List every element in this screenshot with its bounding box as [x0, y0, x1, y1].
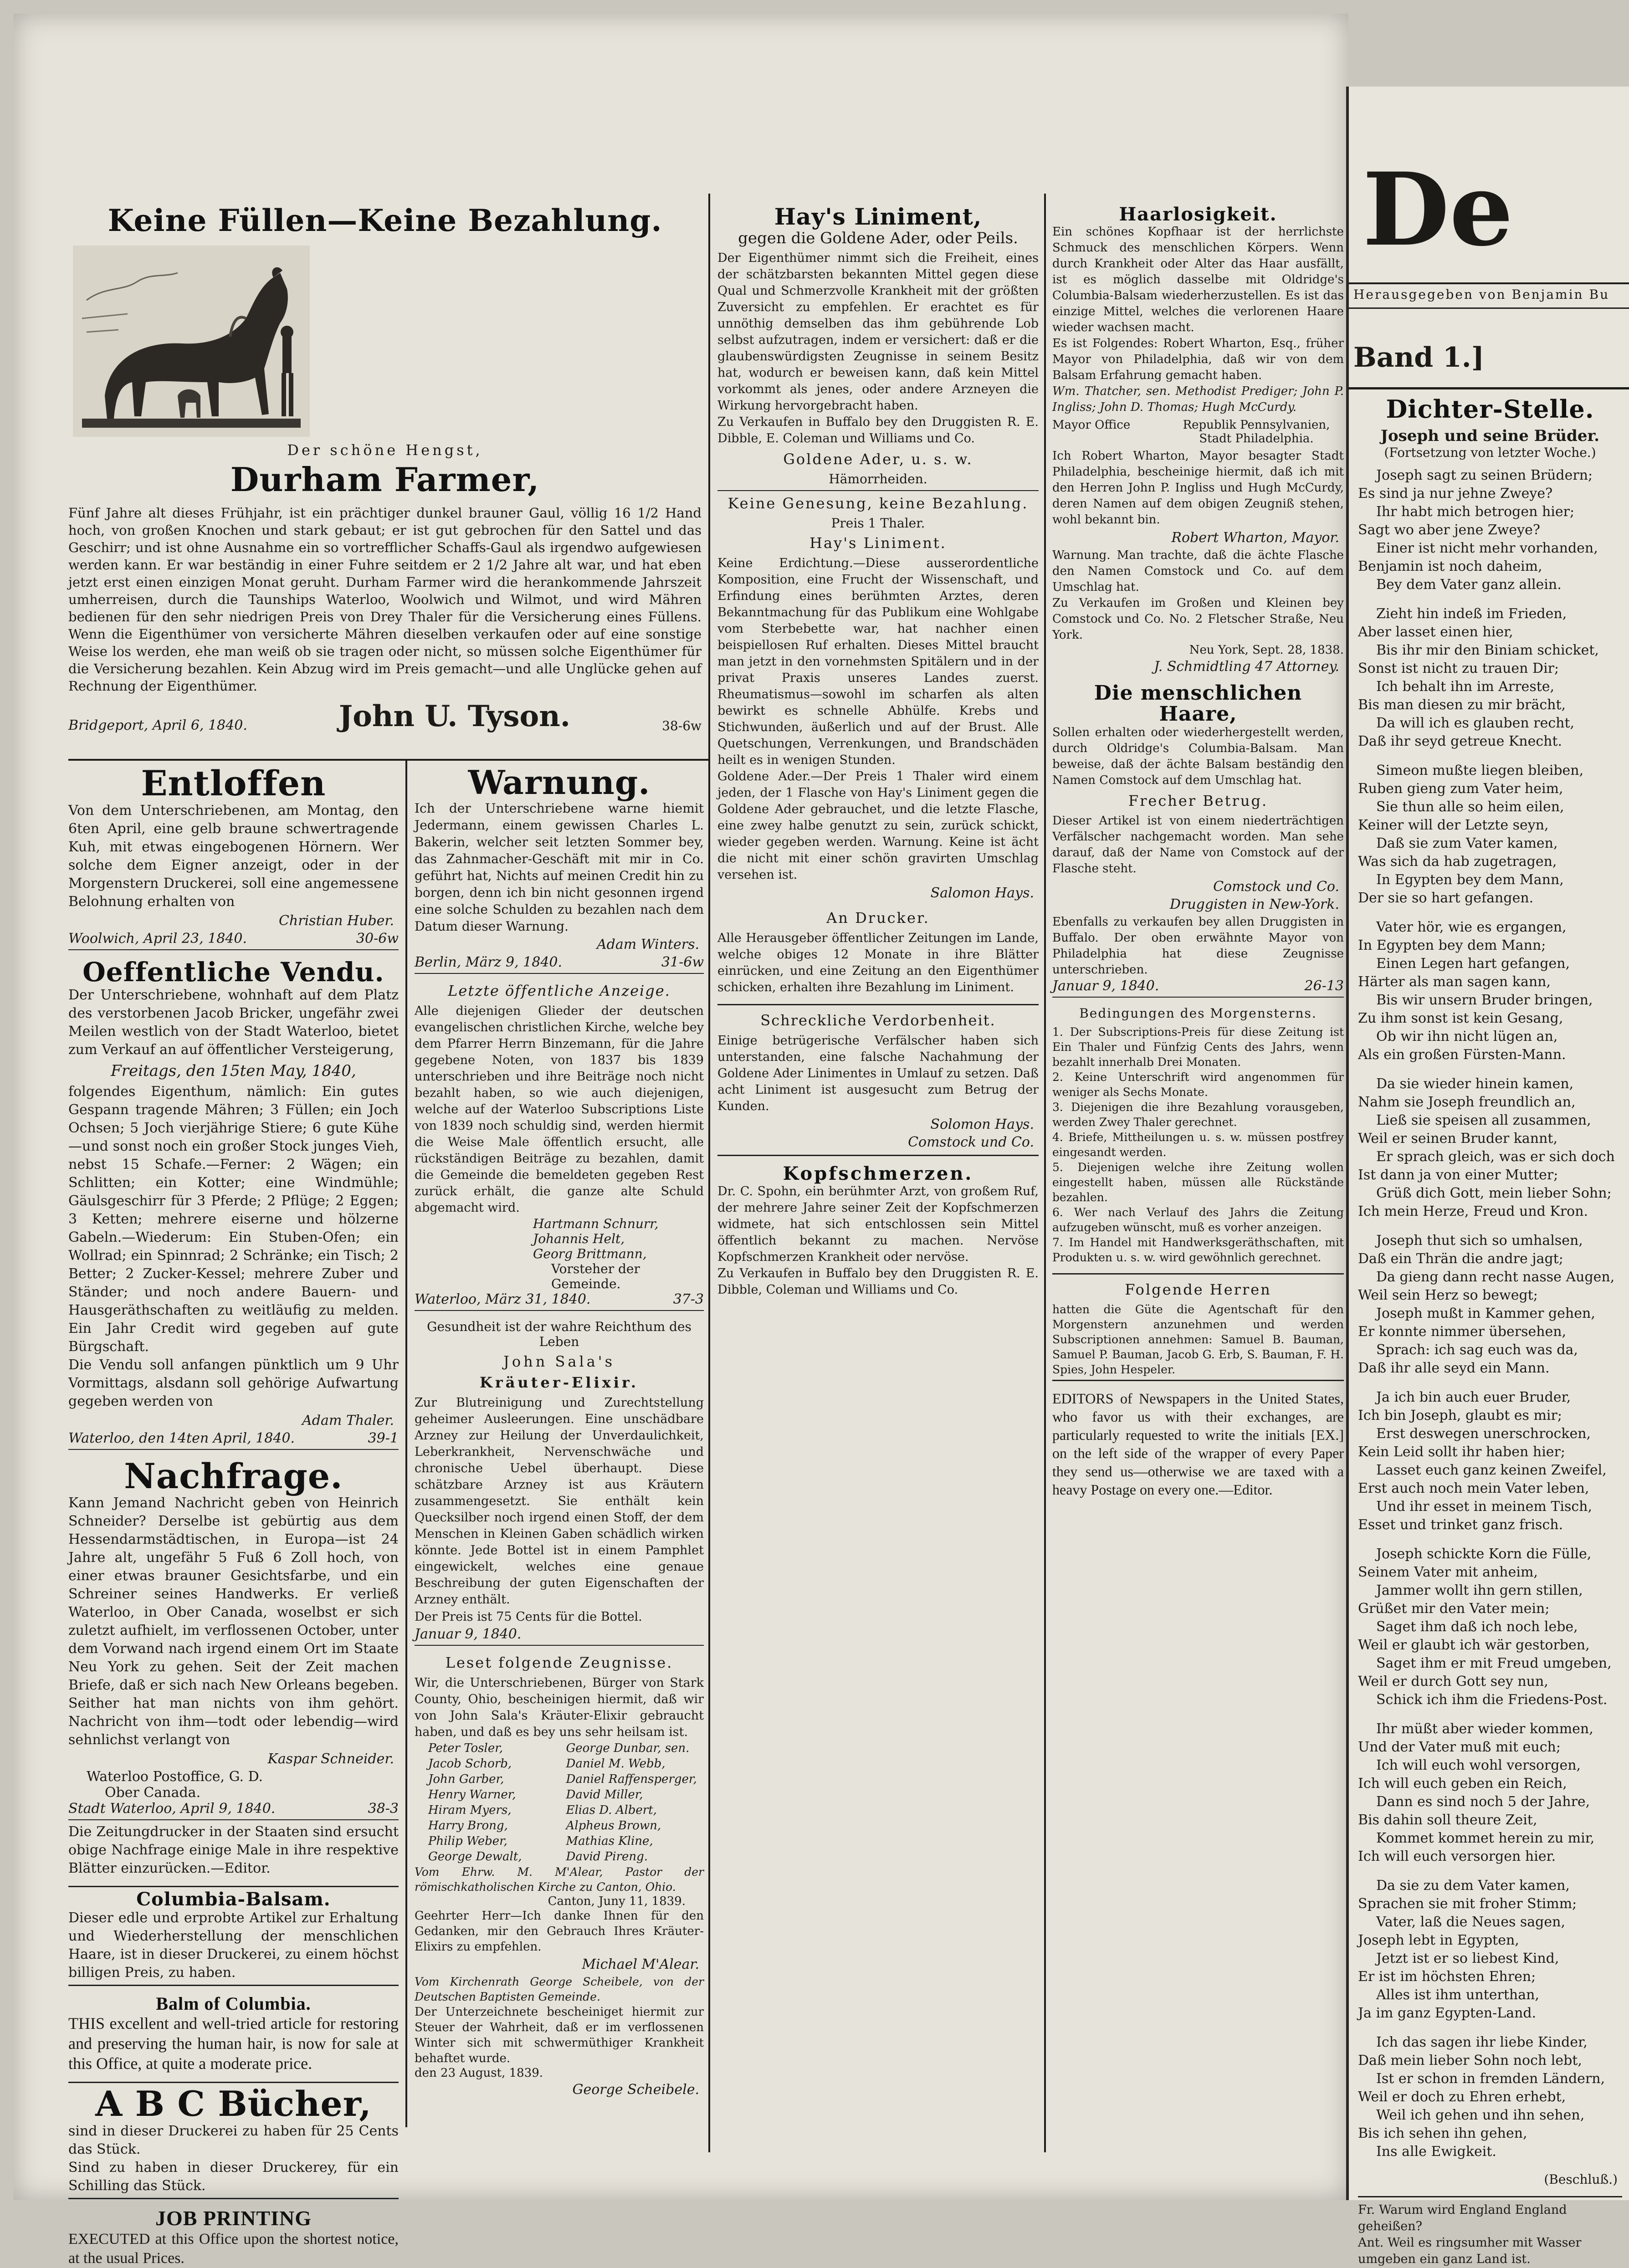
poem-line: Bis man diesen zu mir brächt, — [1358, 696, 1566, 713]
poem-line: Sie thun alle so heim eilen, — [1376, 799, 1564, 815]
vendu-ad — [68, 958, 399, 1450]
haare-title: Die menschlichen Haare, — [1094, 681, 1302, 726]
drucker-body: Alle Herausgeber öffentlicher Zeitungen im Lande, welche obiges 12 Monate in ihre Blätter einrücken, und eine Zeitung an den Eigenthümer schicken, erhalten ihre Bezahlung im Liniment. — [717, 931, 1039, 994]
poem-line: Alles ist ihm unterthan, — [1376, 1986, 1539, 2003]
zeugnisse-ad — [415, 1654, 704, 2098]
balm-body: THIS excellent and well-tried article for restoring and preserving the human hair, is now for sale at this Office, at quite a moderate price. — [68, 2014, 399, 2073]
editors-notice — [1052, 1389, 1344, 1499]
poem-line: Sagt wo aber jene Zweye? — [1358, 522, 1540, 538]
poem-line: Einer ist nicht mehr vorhanden, — [1376, 540, 1598, 556]
haarlos-warnung: Warnung. Man trachte, daß die ächte Flasche den Namen Comstock und Co. auf dem Umschlag hat. — [1052, 548, 1344, 594]
poem-line: In Egypten bey dem Mann, — [1376, 871, 1564, 888]
poem-line: Seinem Vater mit anheim, — [1358, 1564, 1538, 1580]
betrug-title: Frecher Betrug. — [1128, 792, 1268, 810]
haarlos-body: Ein schönes Kopfhaar ist der herrlichste Schmuck des menschlichen Körpers. Wenn durch Krankheit oder Alter das Haar ausfällt, ist es möglich dasselbe mit Oldridge's Columbia-Balsam wiederherzustellen. Es ist das einzige Mittel, welches die verlorenen Haare wieder wachsen macht. — [1052, 225, 1344, 334]
poem-line: Jammer wollt ihn gern stillen, — [1376, 1582, 1583, 1598]
footnote-q: Fr. Warum wird England England geheißen? — [1358, 2202, 1567, 2233]
poem-line: Sprachen sie mit froher Stimm; — [1358, 1895, 1577, 1912]
poem-line: Es sind ja nur jehne Zweye? — [1358, 485, 1553, 502]
poem-line: Der sie so hart gefangen. — [1358, 890, 1534, 906]
warnung-ref: 31-6w — [661, 954, 704, 970]
horse-ad-dateline: Bridgeport, April 6, 1840. — [68, 717, 247, 733]
anzeige-title: Letzte öffentliche Anzeige. — [448, 982, 671, 999]
hays-ad — [717, 205, 1039, 901]
poem-line: Vater, laß die Neues sagen, — [1376, 1914, 1565, 1930]
warnung-ad — [415, 765, 704, 974]
poem-line: Einen Legen hart gefangen, — [1376, 955, 1570, 972]
vendu-title: Oeffentliche Vendu. — [82, 956, 384, 988]
entloffen-ref: 30-6w — [356, 930, 399, 947]
sala-ad — [415, 1319, 704, 1646]
publisher-line: Herausgegeben von Benjamin Bu — [1353, 287, 1610, 302]
haare-body: Sollen erhalten oder wiederhergestellt werden, durch Oldridge's Columbia-Balsam. Man beweise, daß der ächte Balsam beständig den Namen Comstock auf dem Umschlag hat. — [1052, 726, 1344, 788]
witness-name: Henry Warner, — [428, 1787, 516, 1802]
pastor-body: Geehrter Herr—Ich danke Ihnen für den Gedanken, mir den Gebrauch Ihres Kräuter-Elixirs zu empfehlen. — [415, 1909, 704, 1954]
poem-line: Da sie zu dem Vater kamen, — [1376, 1877, 1570, 1894]
poem-line: Saget ihm er mit Freud umgeben, — [1376, 1655, 1612, 1671]
hays-agent: Zu Verkaufen in Buffalo bey den Druggisten R. E. Dibble, E. Coleman und Williams und Co. — [717, 415, 1039, 445]
witness-name: Mathias Kline, — [566, 1834, 653, 1848]
bedingung-item: 4. Briefe, Mittheilungen u. s. w. müssen postfrey eingesandt werden. — [1052, 1131, 1344, 1159]
kopf-title: Kopfschmerzen. — [783, 1162, 973, 1184]
zeugnisse-title: Leset folgende Zeugnisse. — [445, 1654, 673, 1671]
horse-ad-headline: Keine Füllen—Keine Bezahlung. — [108, 203, 662, 238]
pastor-date: Canton, Juny 11, 1839. — [548, 1894, 686, 1908]
poem-line: Daß ihr alle seyd ein Mann. — [1358, 1360, 1550, 1376]
poem-line: Joseph thut sich so umhalsen, — [1376, 1232, 1583, 1249]
zeugnisse-body: Wir, die Unterschriebenen, Bürger von Stark County, Ohio, bescheinigen hiermit, daß wir von John Sala's Kräuter-Elixir gebraucht haben, und daß es bey uns sehr heilsam ist. — [415, 1675, 704, 1739]
kopf-body: Dr. C. Spohn, ein berühmter Arzt, von großem Ruf, der mehrere Jahre seiner Zeit der Kopfschmerzen widmete, hat sich entschlossen sein Mittel öffentlich bekannt zu machen. Nervöse Kopfschmerzen Krankheit oder nervöse. — [717, 1184, 1039, 1264]
poem-stanza — [1358, 1720, 1622, 1866]
bedingung-item: 5. Diejenigen welche ihre Zeitung wollen eingestellt haben, müssen alle Rückstände bezahlen. — [1052, 1161, 1344, 1204]
pastor-head: Vom Ehrw. M. M'Alear, Pastor der römischkatholischen Kirche zu Canton, Ohio. — [415, 1865, 704, 1894]
poem-column — [1358, 394, 1622, 2266]
hays-title: Hay's Liniment, — [774, 203, 982, 230]
section-rule — [1358, 2196, 1622, 2197]
hays-body: Der Eigenthümer nimmt sich die Freiheit, eines der schätzbarsten bekannten Mittel gegen diese Qual und Schmerzvolle Krankheit mit der größten Zuversicht zu empfehlen. Er erachtet es für unnöthig demselben das ihm gebührende Lob selbst aufzutragen, indem er versichert: daß er die glaubenswürdigsten Zeugnisse in seinem Besitz hat, wodurch er beweisen kann, daß kein Mittel vorkommt als jenes, oder andere Arzneyen die Wirkung hervorgebracht haben. — [717, 251, 1039, 413]
poem-stanza — [1358, 1388, 1622, 1534]
poem-line: Da will ich es glauben recht, — [1376, 715, 1575, 731]
poem-line: Ob wir ihn nicht lügen an, — [1376, 1028, 1558, 1044]
horse-name: Durham Farmer, — [230, 460, 540, 499]
poem-line: Ließ sie speisen all zusammen, — [1376, 1112, 1591, 1128]
poem-line: Esset und trinket ganz frisch. — [1358, 1516, 1563, 1533]
poem-line: Ich das sagen ihr liebe Kinder, — [1376, 2034, 1588, 2050]
columbia-title: Columbia-Balsam. — [136, 1889, 331, 1910]
entloffen-body: Von dem Unterschriebenen, am Montag, den 6ten April, eine gelb braune schwertragende Kuh, mit etwas eingebogenen Hörnern. Wer solche dem Eigner anzeigt, oder in der Morgenstern Druckerei, soll eine angemessene Belohnung erhalten von — [68, 802, 399, 910]
poem-line: Grüß dich Gott, mein lieber Sohn; — [1376, 1185, 1612, 1201]
poem-line: Weil er doch zu Ehren erhebt, — [1358, 2089, 1566, 2105]
bedingung-item: 7. Im Handel mit Handwerksgeräthschaften, mit Produkten u. s. w. wird gewöhnlich gerechnet. — [1052, 1236, 1344, 1265]
mayor-state: Republik Pennsylvanien, Stadt Philadelphia. — [1183, 418, 1330, 445]
poem-line: Bis dahin soll theure Zeit, — [1358, 1812, 1537, 1828]
hays-sub3: Hämorrheiden. — [829, 471, 927, 486]
pastor-signature: Michael M'Alear. — [582, 1956, 699, 1972]
columbia-body: Dieser edle und erprobte Artikel zur Erhaltung und Wiederherstellung der menschlichen Haare, ist in dieser Druckerei, zu einem höchst billigen Preis, zu haben. — [68, 1910, 399, 1981]
poem-line: Weil er durch Gott sey nun, — [1358, 1673, 1548, 1689]
poem-line: Joseph lebt in Egypten, — [1358, 1932, 1519, 1948]
hays-sub2: Goldene Ader, u. s. w. — [783, 450, 973, 468]
sala-intro: Gesundheit ist der wahre Reichthum des Leben — [427, 1319, 692, 1349]
poem-line: Joseph mußt in Kammer gehen, — [1376, 1305, 1595, 1321]
haarlos-proof: Zu Verkaufen im Großen und Kleinen bey Comstock und Co. No. 2 Fletscher Straße, Neu York. — [1052, 596, 1344, 642]
column-rule — [1044, 194, 1046, 2152]
job-printing-ad — [68, 2207, 399, 2268]
balm-ad — [68, 1994, 399, 2073]
poem-line: Härter als man sagen kann, — [1358, 973, 1551, 990]
poem-line: Zieht hin indeß im Frieden, — [1376, 605, 1567, 622]
poem-line: Ins alle Ewigkeit. — [1376, 2143, 1496, 2160]
nachfrage-signature: Kaspar Schneider. — [267, 1751, 394, 1767]
poem-line: Ist er schon in fremden Ländern, — [1376, 2070, 1605, 2087]
mayor-body: Ich Robert Wharton, Mayor besagter Stadt Philadelphia, bescheinige hiermit, daß ich mit den Herren John P. Ingliss und Hugh McCurdy, deren Namen auf dem obigen Zeugniß stehen, wohl bekannt bin. — [1052, 449, 1344, 527]
witness-name: David Pireng. — [566, 1849, 648, 1864]
section-rule — [68, 759, 708, 761]
vendu-dateline: Waterloo, den 14ten April, 1840. — [68, 1430, 295, 1446]
poem-line: Er ist im höchsten Ehren; — [1358, 1968, 1536, 1985]
poem-line: Was sich da hab zugetragen, — [1358, 853, 1557, 870]
witness-name: David Miller, — [566, 1787, 643, 1802]
hays-sub: gegen die Goldene Ader, oder Peils. — [738, 229, 1018, 247]
entloffen-ad — [68, 765, 399, 950]
column-rule — [405, 761, 407, 2127]
poem-line: Ist dann ja von einer Mutter; — [1358, 1167, 1558, 1183]
sala-title1: John Sala's — [503, 1352, 615, 1370]
poem-line: Als ein großen Fürsten-Mann. — [1358, 1046, 1566, 1063]
poem-line: Bis ich sehen ihn gehen, — [1358, 2125, 1527, 2141]
poem-stanza — [1358, 918, 1622, 1064]
hays-body3: Goldene Ader.—Der Preis 1 Thaler wird einem jeden, der 1 Flasche von Hay's Liniment gegen die Goldene Ader gebrauchet, und die letzte Flasche, eine zwey halbe genutzt zu sein, zurück schickt, wieder gegeben werden. Warnung. Keine ist ächt die nicht mit einer schön gravirten Umschlag versehen ist. — [717, 769, 1039, 882]
horse-ad-subhead: Der schöne Hengst, — [287, 441, 483, 459]
dichter-title: Dichter-Stelle. — [1386, 394, 1594, 424]
poem-title: Joseph und seine Brüder. — [1380, 426, 1600, 445]
anzeige-signer: Georg Brittmann, — [533, 1246, 647, 1261]
sala-dateline: Januar 9, 1840. — [415, 1626, 522, 1642]
herren-body: hatten die Güte die Agentschaft für den Morgenstern anzunehmen und werden Subscriptionen annehmen: Samuel B. Bauman, Samuel P. Bauman, Jacob G. Erb, S. Bauman, F. H. Spies, John Hespeler. — [1052, 1303, 1344, 1377]
poem-line: Weil sein Herz so bewegt; — [1358, 1287, 1538, 1303]
witness-name: Philip Weber, — [428, 1834, 507, 1848]
spohn-body: Ebenfalls zu verkaufen bey allen Druggisten in Buffalo. Der oben erwähnte Mayor von Philadelphia hat diese Zeugnisse unterschrieben. — [1052, 915, 1344, 977]
entloffen-title: Entloffen — [141, 763, 326, 804]
sala-body: Zur Blutreinigung und Zurechtstellung geheimer Ausleerungen. Eine unschädbare Arzney zur Heilung der Unverdaulichkeit, Leberkrankheit, Nervenschwäche und chronische Uebel überhaupt. Diese schätzbare Arzney ist aus Kräutern zusammengesetzt. Sie enthält kein Quecksilber noch irgend einen Stoff, der dem Menschen in Kleinen Gaben schädlich wirken könnte. Jede Bottel ist in einem Pamphlet eingewickelt, welches eine genaue Beschreibung der guten Eigenschaften der Arzney enthält. — [415, 1395, 704, 1607]
poem-line: Erst deswegen unerschrocken, — [1376, 1425, 1591, 1442]
verdorben-notice — [717, 1004, 1039, 1156]
poem-line: Er sprach gleich, was er sich doch — [1376, 1148, 1615, 1165]
warnung-title: Warnung. — [468, 763, 651, 802]
poem-body — [1358, 466, 1622, 2161]
mayor-signature: Robert Wharton, Mayor. — [1171, 530, 1339, 546]
vendu-ref: 39-1 — [368, 1430, 399, 1446]
comstock-signature: Comstock und Co. — [908, 1134, 1034, 1150]
poem-line: Benjamin ist noch daheim, — [1358, 558, 1542, 574]
poem-line: Ich will euch wohl versorgen, — [1376, 1757, 1581, 1773]
hays-sub4: Keine Genesung, keine Bezahlung. — [717, 490, 1039, 512]
horse-ad-signature: John U. Tyson. — [338, 699, 571, 733]
verdorben-body: Einige betrügerische Verfälscher haben sich unterstanden, eine falsche Nachahmung der Goldene Ader Linimentes in Umlauf zu setzen. Daß acht Liniment ist ausgesucht zum Betrug der Kunden. — [717, 1033, 1039, 1113]
nachfrage-title: Nachfrage. — [124, 1455, 343, 1496]
betrug-sub: Druggisten in New-York. — [1169, 896, 1339, 913]
masthead-rule — [1349, 307, 1629, 309]
poem-line: Ich will euch geben ein Reich, — [1358, 1775, 1567, 1792]
poem-line: Bey dem Vater ganz allein. — [1376, 576, 1562, 593]
witness-name: Hiram Myers, — [428, 1803, 512, 1817]
abc-line1: sind in dieser Druckerei zu haben für 25 Cents das Stück. — [68, 2123, 399, 2158]
poem-line: Sprach: ich sag euch was da, — [1376, 1341, 1578, 1358]
anzeige-body: Alle diejenigen Glieder der deutschen evangelischen christlichen Kirche, welche bey dem Pfarrer Herrn Binzemann, für die Jahre gegebene Noten, von 1837 bis 1839 unterschrieben und ihre Beiträge noch nicht bezahlt haben, so wie auch diejenigen, welche auf der Waterloo Subscriptions Liste von 1839 noch schuldig sind, werden hiermit die Weise Male öffentlich ersucht, alle rückständigen Beiträge zu bezahlen, damit die Gemeinde die bemeldeten gegeben Rest zurück erhält, die ganze alte Schuld abgemacht wird. — [415, 1003, 704, 1215]
poem-fine: (Beschluß.) — [1544, 2171, 1618, 2187]
witness-name: Daniel Raffensperger, — [566, 1772, 697, 1786]
anzeige-signers-title: Vorsteher der Gemeinde. — [551, 1261, 640, 1291]
poem-line: Da sie wieder hinein kamen, — [1376, 1075, 1574, 1092]
vendu-signature: Adam Thaler. — [302, 1412, 394, 1428]
poem-line: Ja im ganz Egypten-Land. — [1358, 2005, 1537, 2021]
witness-name: Elias D. Albert, — [566, 1803, 657, 1817]
poem-line: Saget ihm daß ich noch lebe, — [1376, 1618, 1578, 1635]
hays-column — [717, 205, 1039, 2186]
witness-name: Daniel M. Webb, — [566, 1756, 666, 1771]
poem-line: Kein Leid sollt ihr haben hier; — [1358, 1444, 1565, 1460]
column-rule — [708, 194, 710, 2152]
mayor-office: Mayor Office — [1052, 418, 1131, 432]
poem-stanza — [1358, 2033, 1622, 2161]
poem-line: Ihr habt mich betrogen hier; — [1376, 503, 1575, 520]
herren-block — [1052, 1273, 1344, 1381]
poem-line: Daß ein Thrän die andre jagt; — [1358, 1250, 1563, 1267]
drucker-title: An Drucker. — [826, 909, 930, 927]
verdorben-signature: Solomon Hays. — [930, 1116, 1034, 1132]
entloffen-dateline: Woolwich, April 23, 1840. — [68, 930, 247, 947]
poem-line: Sonst ist nicht zu trauen Dir; — [1358, 660, 1559, 676]
warnung-body: Ich der Unterschriebene warne hiemit Jedermann, einem gewissen Charles L. Bakerin, welcher seit letzten Sommer bey, das Zahnmacher-Geschäft mit mir in Co. geführt hat, Nichts auf meinen Credit hin zu borgen, denn ich bin nicht gesonnen irgend eine solche Schulden zu bezahlen nach dem Datum dieser Warnung. — [415, 800, 704, 934]
haarlos-ref: 26-13 — [1304, 978, 1344, 994]
vendu-date: Freitags, den 15ten May, 1840, — [111, 1061, 356, 1080]
anzeige-dateline: Waterloo, März 31, 1840. — [415, 1291, 591, 1307]
entloffen-signature: Christian Huber. — [278, 912, 394, 929]
poem-line: Da gieng dann recht nasse Augen, — [1376, 1269, 1615, 1285]
horse-ad — [68, 205, 702, 756]
poem-line: Erst auch noch mein Vater leben, — [1358, 1480, 1589, 1496]
poem-line: In Egypten bey dem Mann; — [1358, 937, 1546, 953]
poem-line: Er konnte nimmer übersehen, — [1358, 1323, 1567, 1340]
poem-line: Simeon mußte liegen bleiben, — [1376, 762, 1584, 778]
job-title: JOB PRINTING — [155, 2207, 312, 2230]
poem-line: Zu ihm sonst ist kein Gesang, — [1358, 1010, 1563, 1026]
haarlos-column — [1052, 205, 1344, 2186]
poem-line: Daß sie zum Vater kamen, — [1376, 835, 1558, 851]
poem-line: Ich will euch versorgen hier. — [1358, 1848, 1556, 1864]
witness-name: George Dunbar, sen. — [566, 1741, 690, 1755]
poem-stanza — [1358, 1545, 1622, 1709]
poem-line: Schick ich ihm die Friedens-Post. — [1376, 1691, 1608, 1708]
haarlos-date: Neu York, Sept. 28, 1838. — [1189, 643, 1344, 657]
poem-stanza — [1358, 466, 1622, 594]
nachfrage-address2: Ober Canada. — [105, 1785, 201, 1801]
betrug-signature: Comstock und Co. — [1213, 879, 1339, 895]
verdorben-title: Schreckliche Verdorbenheit. — [760, 1011, 996, 1029]
nachfrage-ad — [68, 1455, 399, 1878]
nachfrage-note: Die Zeitungdrucker in der Staaten sind ersucht obige Nachfrage einige Male in ihre respektive Blätter einzurücken.—Editor. — [68, 1824, 399, 1877]
job-body: EXECUTED at this Office upon the shortest notice, at the usual Prices. — [68, 2230, 399, 2267]
witness-name: George Dewalt, — [428, 1849, 522, 1864]
poem-line: Bis ihr mir den Biniam schicket, — [1376, 642, 1599, 658]
next-page-fragment — [1346, 87, 1629, 2266]
witness-name: Peter Tosler, — [428, 1741, 503, 1755]
poem-line: Weil er seinen Bruder kannt, — [1358, 1130, 1558, 1147]
nachfrage-body: Kann Jemand Nachricht geben von Heinrich Schneider? Derselbe ist gebürtig aus dem Hessendarmstädtischen, in Europa—ist 24 Jahre alt, ungefähr 5 Fuß 6 Zoll hoch, von einer etwas brauner Gesichtsfarbe, und ein Schreiner seines Handwerks. Er verließ Waterloo, in Ober Canada, woselbst er sich zuletzt aufhielt, im verflossenen October, unter dem Vorwand nach irgend einem Ort im Staate Neu York zu gehen. Seit der Zeit machen Briefe, daß er sich nach New Orleans begeben. Seither hat man nichts von ihm gehört. Nachricht von ihm—todt oder lebendig—wird sehnlichst verlangt von — [68, 1495, 399, 1748]
poem-sub: (Fortsetzung von letzter Woche.) — [1384, 445, 1596, 460]
vendu-body: Der Unterschriebene, wohnhaft auf dem Platz des verstorbenen Jacob Bricker, ungefähr zwei Meilen westlich von der Stadt Waterloo, bietet zum Verkauf an auf öffentlicher Versteigerung, — [68, 987, 399, 1058]
poem-line: Daß ihr seyd getreue Knecht. — [1358, 733, 1562, 749]
poem-stanza — [1358, 1232, 1622, 1377]
abc-title: A B C Bücher, — [95, 2084, 372, 2125]
bedingung-item: 1. Der Subscriptions-Preis für diese Zeitung ist Ein Thaler und Fünfzig Cents des Jahrs, wenn bezahlt innerhalb Drei Monaten. — [1052, 1025, 1344, 1069]
scheibele-body: Der Unterzeichnete bescheiniget hiermit zur Steuer der Wahrheit, daß er im verflossenen Winter sich mit schwermüthiger Krankheit behaftet wurde. — [415, 2005, 704, 2065]
middle-column — [415, 765, 704, 2186]
sala-price: Der Preis ist 75 Cents für die Bottel. — [415, 1609, 642, 1624]
poem-line: Ruben gieng zum Vater heim, — [1358, 780, 1563, 797]
newspaper-page — [14, 14, 1348, 2267]
balm-title: Balm of Columbia. — [156, 1993, 311, 2014]
bedingung-item: 3. Diejenigen die ihre Bezahlung vorausgeben, werden Zwey Thaler gerechnet. — [1052, 1101, 1344, 1129]
footnote-a: Ant. Weil es ringsumher mit Wasser umgeben ein ganz Land ist. — [1358, 2235, 1582, 2266]
anzeige-signer: Hartmann Schnurr, — [533, 1216, 659, 1231]
abc-line2: Sind zu haben in dieser Druckerey, für ein Schilling das Stück. — [68, 2160, 399, 2194]
hays-body2: Keine Erdichtung.—Diese ausserordentliche Komposition, eine Frucht der Wissenschaft, und Erfindung eines berühmten Arztes, deren Bekanntmachung für das Publikum eine Wohlgabe vom Sterbebette war, hat nachher einen beispiellosen Ruf erhalten. Dieses Mittel braucht man jetzt in den vornehmsten Spitälern und in der privat Praxis unseres Landes zuerst. Rheumatismus—sowohl im scharfen als alten bewirkt es schnelle Abhülfe. Krebs und Stichwunden, äußerlich und auf der Brust. Alle Quetschungen, Verrenkungen, und Brandschäden heilt es in wenigen Stunden. — [717, 556, 1039, 767]
poem-line: Nahm sie Joseph freundlich an, — [1358, 1094, 1576, 1110]
masthead-rule — [1349, 387, 1629, 389]
poem-line: Ich bin Joseph, glaubt es mir; — [1358, 1407, 1562, 1423]
poem-line: Ich behalt ihn im Arreste, — [1376, 678, 1555, 695]
poem-line: Bis wir unsern Bruder bringen, — [1376, 992, 1593, 1008]
betrug-body: Dieser Artikel ist von einem niederträchtigen Verfälscher nachgemacht worden. Man sehe darauf, daß der Name von Comstock auf der Flasche steht. — [1052, 814, 1344, 876]
witness-name: John Garber, — [428, 1772, 504, 1786]
witness-name: Alpheus Brown, — [566, 1818, 661, 1833]
scheibele-signature: George Scheibele. — [572, 2081, 699, 2098]
herren-title: Folgende Herren — [1125, 1281, 1271, 1299]
poem-line: Jetzt ist er so liebest Kind, — [1376, 1950, 1559, 1966]
anzeige-ad — [415, 982, 704, 1311]
nachfrage-dateline: Stadt Waterloo, April 9, 1840. — [68, 1801, 276, 1817]
haarlos-signature: J. Schmidtling 47 Attorney. — [1154, 659, 1339, 675]
poem-line: Daß mein lieber Sohn noch lebt, — [1358, 2052, 1582, 2068]
drucker-notice — [717, 909, 1039, 996]
poem-line: Dann es sind noch 5 der Jahre, — [1376, 1793, 1590, 1810]
poem-line: Aber lasset einen hier, — [1358, 624, 1513, 640]
haarlos-date2: Januar 9, 1840. — [1052, 978, 1159, 994]
haare-ad — [1052, 683, 1344, 998]
bedingung-item: 6. Wer nach Verlauf des Jahrs die Zeitung aufzugeben wünscht, muß es vorher anzeigen. — [1052, 1206, 1344, 1234]
haarlos-notice: Es ist Folgendes: Robert Wharton, Esq., früher Mayor von Philadelphia, daß wir von dem Balsam Erfahrung gemacht haben. — [1052, 337, 1344, 382]
kopf-ad — [717, 1164, 1039, 1298]
haarlos-names: Wm. Thatcher, sen. Methodist Prediger; John P. Ingliss; John D. Thomas; Hugh McCurdy. — [1052, 384, 1344, 414]
anzeige-signer: Johannis Helt, — [533, 1231, 625, 1246]
poem-line: Und der Vater muß mit euch; — [1358, 1739, 1561, 1755]
kopf-agent: Zu Verkaufen in Buffalo bey den Druggisten R. E. Dibble, Coleman und Williams und Co. — [717, 1266, 1039, 1297]
poem-line: Ich mein Herze, Freud und Kron. — [1358, 1203, 1588, 1219]
horse-illustration — [73, 246, 310, 437]
scheibele-head: Vom Kirchenrath George Scheibele, von der Deutschen Baptisten Gemeinde. — [415, 1975, 704, 2003]
poem-line: Weil er glaubt ich wär gestorben, — [1358, 1637, 1590, 1653]
bedingung-item: 2. Keine Unterschrift wird angenommen für weniger als Sechs Monate. — [1052, 1070, 1344, 1099]
poem-line: Weil ich gehen und ihn sehen, — [1376, 2107, 1585, 2123]
editors-body: EDITORS of Newspapers in the United States, who favor us with their exchanges, are particularly requested to write the initials [EX.] on the left side of the wrapper of every Paper they send us—otherwise we are taxed with a heavy Postage on every one.—Editor. — [1052, 1390, 1344, 1498]
left-column — [68, 763, 399, 2267]
poem-line: Kommet kommet herein zu mir, — [1376, 1830, 1595, 1846]
anzeige-ref: 37-3 — [673, 1291, 704, 1307]
vendu-list: folgendes Eigenthum, nämlich: Ein gutes Gespann tragende Mähren; 3 Füllen; ein Joch Ochsen; 5 Joch vierjährige Stiere; 6 gute Kühe—und sonst noch ein großer Stock junges Vieh, nebst 15 Schafe.—Ferner: 2 Wägen; ein Schlitten; ein Kotter; eine Windmühle; Gäulsgeschirr für 3 Pferde; 2 Pflüge; 2 Eggen; 3 Ketten; mehrere eiserne und hölzerne Gabeln.—Wiederum: Ein Stuben-Ofen; ein Wollrad; ein Spinnrad; 2 Schränke; ein Tisch; 2 Better; 2 Zucker-Kessel; mehrere Zuber und Ständer; und noch andere Bauern- und Hausgeräthschaften zu weitläufig zu melden. Ein Jahr Credit wird gegeben auf gute Bürgschaft. — [68, 1083, 399, 1355]
poem-line: Keiner will der Letzte seyn, — [1358, 817, 1549, 833]
nachfrage-address1: Waterloo Postoffice, G. D. — [87, 1769, 263, 1785]
poem-line: Ja ich bin auch euer Bruder, — [1376, 1389, 1571, 1405]
hays-price: Preis 1 Thaler. — [831, 515, 925, 531]
poem-line: Ihr müßt aber wieder kommen, — [1376, 1720, 1593, 1737]
bedingungen-title: Bedingungen des Morgensterns. — [1079, 1006, 1317, 1021]
bedingungen-block — [1052, 1006, 1344, 1265]
poem-line: Grüßet mir den Vater mein; — [1358, 1600, 1550, 1617]
haarlos-title: Haarlosigkeit. — [1119, 204, 1277, 225]
poem-line: Joseph sagt zu seinen Brüdern; — [1376, 467, 1593, 483]
horse-ad-ref: 38-6w — [662, 718, 702, 733]
nachfrage-ref: 38-3 — [368, 1801, 399, 1817]
sala-title2: Kräuter-Elixir. — [480, 1373, 639, 1391]
poem-stanza — [1358, 605, 1622, 751]
abc-ad — [68, 2082, 399, 2199]
poem-stanza — [1358, 1075, 1622, 1221]
witness-name: Harry Brong, — [428, 1818, 508, 1833]
poem-line: Und ihr esset in meinem Tisch, — [1376, 1498, 1592, 1515]
hays-title2: Hay's Liniment. — [809, 534, 947, 552]
columbia-ad — [68, 1886, 399, 1986]
horse-ad-body: Fünf Jahre alt dieses Frühjahr, ist ein prächtiger dunkel brauner Gaul, völlig 16 1/2 Hand hoch, von großen Knochen und stark gebaut; er ist gut gebrochen für den Sattel und das Geschirr; und ist ohne Ausnahme ein so vortrefflicher Schaffs-Gaul als irgendwo aufgewiesen werden kann. Er war beständig in einer Fuhre seitdem er 2 1/2 Jahre alt war, und hat eben jetzt erst einen einzigen Monat geruht. Durham Farmer wird die herankommende Jahrszeit umherreisen, durch die Taunships Waterloo, Woolwich und Wilmot, und wird Mähren bedienen für den sehr niedrigen Preis von Drey Thaler für die Versicherung eines Füllens. Wenn die Eigenthümer von versicherte Mähren dieselben verkaufen oder auf eine sonstige Weise los werden, ehe man weiß ob sie tragen oder nicht, so müssen solche Eigenthümer für die Versicherung bezahlen. Kein Abzug wird im Preis gemacht—und alle Unglücke gehen auf Rechnung der Eigenthümer. — [68, 505, 702, 694]
witness-name: Jacob Schorb, — [428, 1756, 512, 1771]
poem-line: Joseph schickte Korn die Fülle, — [1376, 1546, 1592, 1562]
scheibele-date: den 23 August, 1839. — [415, 2066, 543, 2080]
masthead-title: De — [1363, 150, 1513, 268]
warnung-signature: Adam Winters. — [596, 936, 699, 952]
vendu-closing: Die Vendu soll anfangen pünktlich um 9 Uhr Vormittags, alsdann soll gehörige Aufwartung gegeben werden von — [68, 1357, 399, 1409]
hays-signature: Salomon Hays. — [930, 885, 1034, 901]
warnung-dateline: Berlin, März 9, 1840. — [415, 954, 563, 970]
poem-stanza — [1358, 1877, 1622, 2022]
poem-line: Vater hör, wie es ergangen, — [1376, 919, 1567, 935]
haarlos-ad — [1052, 205, 1344, 675]
band-label: Band 1.] — [1353, 342, 1485, 374]
masthead-rule — [1349, 282, 1629, 284]
poem-stanza — [1358, 762, 1622, 907]
poem-line: Lasset euch ganz keinen Zweifel, — [1376, 1462, 1607, 1478]
